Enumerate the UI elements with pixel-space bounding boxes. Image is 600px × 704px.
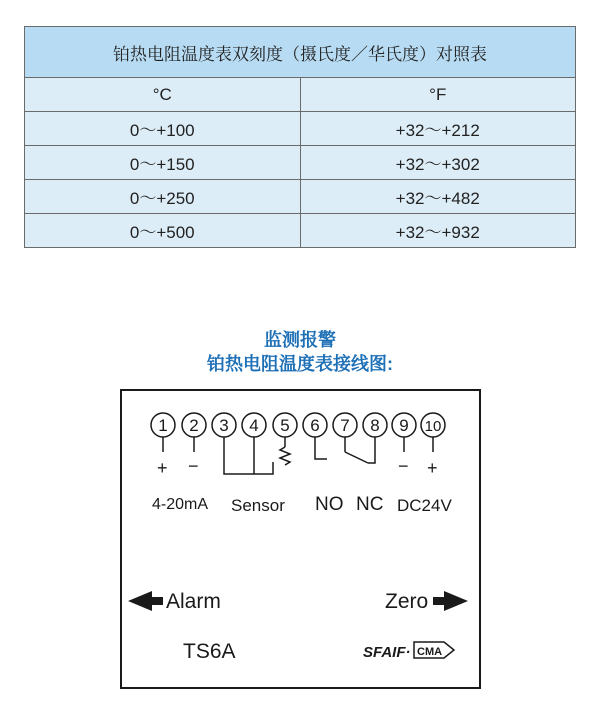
celsius-range: 0～+100 <box>25 112 301 146</box>
terminal-1-label: 1 <box>158 416 168 435</box>
model-label: TS6A <box>183 640 236 663</box>
arrow-left-icon <box>128 591 163 611</box>
terminal-4-label: 4 <box>249 416 259 435</box>
no-contact-label: NO <box>315 494 344 515</box>
terminal-2-minus: − <box>188 456 199 476</box>
wiring-heading-line2: 铂热电阻温度表接线图: <box>207 354 393 374</box>
fahrenheit-range: +32～+482 <box>300 180 576 214</box>
arrow-right-icon <box>433 591 468 611</box>
terminal-7-label: 7 <box>340 416 350 435</box>
current-output-label: 4-20mA <box>152 496 209 513</box>
zero-label: Zero <box>385 590 429 613</box>
terminal-9-minus: − <box>398 456 409 476</box>
terminal-10-plus: + <box>427 458 438 478</box>
terminal-8-label: 8 <box>370 416 380 435</box>
terminal-6-label: 6 <box>310 416 320 435</box>
sensor-label: Sensor <box>231 496 285 515</box>
fahrenheit-range: +32～+212 <box>300 112 576 146</box>
table-title: 铂热电阻温度表双刻度（摄氏度／华氏度）对照表 <box>25 27 576 78</box>
terminal-10-label: 10 <box>424 418 442 435</box>
terminal-9-label: 9 <box>399 416 409 435</box>
wiring-heading-line1: 监测报警 <box>264 330 336 350</box>
wiring-lines <box>163 437 433 474</box>
nc-contact-label: NC <box>356 494 384 515</box>
svg-text:CMA: CMA <box>417 646 443 658</box>
terminal-2-label: 2 <box>189 416 199 435</box>
fahrenheit-range: +32～+932 <box>300 214 576 248</box>
fahrenheit-range: +32～+302 <box>300 146 576 180</box>
power-label: DC24V <box>397 496 452 515</box>
celsius-range: 0～+250 <box>25 180 301 214</box>
svg-text:SFAIF·: SFAIF· <box>363 644 411 661</box>
terminal-1-plus: + <box>157 458 168 478</box>
relay-switch-icon <box>345 452 368 463</box>
header-celsius: °C <box>25 78 301 112</box>
alarm-label: Alarm <box>166 590 221 613</box>
resistor-icon <box>280 447 290 465</box>
header-fahrenheit: °F <box>300 78 576 112</box>
brand-logo <box>363 642 454 661</box>
terminal-5-label: 5 <box>280 416 290 435</box>
terminal-3-label: 3 <box>219 416 229 435</box>
celsius-range: 0～+150 <box>25 146 301 180</box>
celsius-range: 0～+500 <box>25 214 301 248</box>
